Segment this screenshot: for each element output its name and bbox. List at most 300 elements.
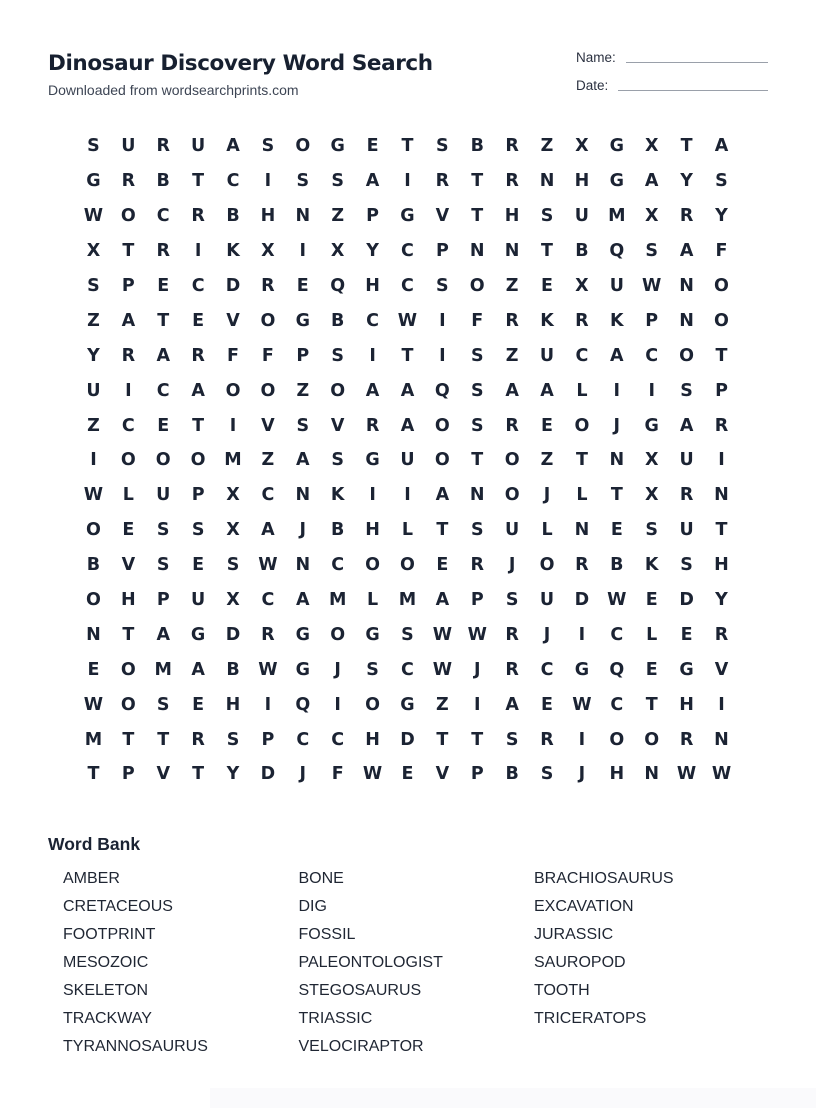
grid-cell[interactable]: A	[226, 136, 240, 157]
grid-cell[interactable]: S	[680, 555, 693, 576]
grid-cell[interactable]: D	[679, 590, 694, 611]
grid-cell[interactable]: H	[504, 206, 520, 227]
grid-cell[interactable]: C	[540, 659, 554, 680]
grid-cell[interactable]: S	[366, 659, 379, 680]
grid-cell[interactable]: P	[470, 590, 484, 611]
grid-cell[interactable]: V	[156, 764, 170, 785]
grid-cell[interactable]: A	[156, 624, 170, 645]
grid-cell[interactable]: C	[401, 659, 414, 680]
grid-cell[interactable]: W	[83, 206, 104, 227]
grid-cell[interactable]: D	[260, 764, 276, 785]
grid-cell[interactable]: J	[473, 659, 481, 680]
grid-cell[interactable]: N	[295, 206, 311, 227]
grid-cell[interactable]: O	[155, 450, 171, 471]
grid-cell[interactable]: T	[157, 729, 170, 750]
grid-cell[interactable]: L	[366, 590, 379, 611]
grid-cell[interactable]: T	[715, 345, 728, 366]
grid-cell[interactable]: X	[644, 450, 659, 471]
grid-cell[interactable]: X	[226, 485, 240, 506]
grid-cell[interactable]: A	[435, 590, 450, 611]
grid-cell[interactable]: Z	[540, 136, 554, 157]
grid-cell[interactable]: C	[331, 729, 345, 750]
grid-cell[interactable]: S	[331, 450, 344, 471]
grid-cell[interactable]: A	[400, 415, 415, 436]
grid-cell[interactable]: O	[609, 729, 625, 750]
grid-cell[interactable]: E	[87, 659, 100, 680]
grid-cell[interactable]: K	[330, 485, 345, 506]
grid-cell[interactable]: E	[401, 764, 414, 785]
grid-cell[interactable]: O	[86, 590, 101, 611]
grid-cell[interactable]: U	[191, 136, 206, 157]
grid-cell[interactable]: S	[156, 520, 170, 541]
grid-cell[interactable]: T	[122, 729, 135, 750]
grid-cell[interactable]: R	[121, 345, 136, 366]
grid-cell[interactable]: S	[226, 555, 240, 576]
grid-cell[interactable]: V	[226, 310, 240, 331]
grid-cell[interactable]: D	[225, 276, 241, 296]
grid-cell[interactable]: O	[86, 520, 101, 541]
grid-cell[interactable]: O	[260, 380, 276, 401]
grid-cell[interactable]: F	[261, 345, 274, 366]
grid-cell[interactable]: U	[679, 520, 694, 541]
grid-cell[interactable]: N	[86, 624, 101, 645]
grid-cell[interactable]: M	[608, 206, 626, 227]
grid-cell[interactable]: G	[365, 450, 380, 471]
grid-cell[interactable]: O	[434, 450, 450, 471]
grid-cell[interactable]: A	[191, 380, 205, 401]
grid-cell[interactable]: Z	[296, 380, 310, 401]
grid-cell[interactable]: I	[404, 171, 411, 192]
grid-cell[interactable]: E	[541, 276, 553, 296]
grid-cell[interactable]: E	[192, 310, 205, 331]
grid-cell[interactable]: A	[261, 520, 275, 541]
grid-cell[interactable]: A	[714, 136, 729, 157]
grid-cell[interactable]: W	[432, 659, 452, 680]
grid-cell[interactable]: G	[609, 171, 624, 192]
grid-cell[interactable]: S	[401, 624, 414, 645]
grid-cell[interactable]: S	[470, 380, 484, 401]
grid-cell[interactable]: R	[505, 310, 519, 331]
grid-cell[interactable]: Z	[505, 276, 519, 296]
grid-cell[interactable]: N	[295, 555, 311, 576]
grid-cell[interactable]: N	[295, 485, 311, 506]
grid-cell[interactable]: P	[191, 485, 205, 506]
grid-cell[interactable]: G	[330, 136, 345, 157]
grid-cell[interactable]: P	[121, 764, 135, 785]
grid-cell[interactable]: S	[331, 171, 344, 192]
grid-cell[interactable]: S	[296, 415, 310, 436]
grid-cell[interactable]: Y	[226, 764, 240, 785]
grid-cell[interactable]: W	[607, 590, 627, 611]
name-line[interactable]	[626, 62, 768, 63]
grid-cell[interactable]: U	[191, 590, 206, 611]
grid-cell[interactable]: T	[715, 520, 728, 541]
grid-cell[interactable]: X	[330, 241, 345, 262]
grid-cell[interactable]: T	[680, 136, 693, 157]
grid-cell[interactable]: S	[470, 415, 484, 436]
grid-cell[interactable]: T	[401, 345, 414, 366]
grid-cell[interactable]: V	[121, 555, 136, 576]
grid-cell[interactable]: T	[471, 206, 484, 227]
grid-cell[interactable]: N	[644, 764, 660, 785]
grid-cell[interactable]: Z	[87, 415, 100, 436]
grid-cell[interactable]: Q	[609, 659, 625, 680]
grid-cell[interactable]: N	[469, 241, 485, 262]
grid-cell[interactable]: K	[610, 310, 624, 331]
grid-cell[interactable]: T	[401, 136, 414, 157]
grid-cell[interactable]: B	[610, 555, 624, 576]
date-line[interactable]	[618, 90, 768, 91]
grid-cell[interactable]: A	[505, 380, 519, 401]
grid-cell[interactable]: R	[505, 136, 519, 157]
grid-cell[interactable]: U	[400, 450, 415, 471]
grid-cell[interactable]: O	[539, 555, 555, 576]
grid-cell[interactable]: S	[87, 136, 100, 157]
grid-cell[interactable]: X	[644, 206, 659, 227]
grid-cell[interactable]: F	[715, 241, 728, 262]
grid-cell[interactable]: I	[648, 380, 655, 401]
grid-cell[interactable]: B	[575, 241, 589, 262]
grid-cell[interactable]: W	[676, 764, 697, 785]
grid-cell[interactable]: S	[540, 206, 554, 227]
grid-cell[interactable]: T	[541, 241, 553, 262]
grid-cell[interactable]: K	[644, 555, 659, 576]
grid-cell[interactable]: R	[261, 624, 275, 645]
grid-cell[interactable]: C	[575, 345, 589, 366]
grid-cell[interactable]: Z	[505, 345, 519, 366]
grid-cell[interactable]: I	[299, 241, 307, 262]
grid-cell[interactable]: C	[226, 171, 240, 192]
grid-cell[interactable]: O	[679, 345, 695, 366]
grid-cell[interactable]: G	[679, 659, 694, 680]
grid-cell[interactable]: J	[543, 624, 551, 645]
grid-cell[interactable]: W	[711, 764, 732, 785]
grid-cell[interactable]: O	[504, 450, 520, 471]
grid-cell[interactable]: C	[366, 310, 379, 331]
grid-cell[interactable]: V	[435, 764, 450, 785]
grid-cell[interactable]: Z	[87, 310, 100, 331]
grid-cell[interactable]: O	[504, 485, 520, 506]
grid-cell[interactable]: H	[574, 171, 590, 192]
grid-cell[interactable]: Z	[331, 206, 345, 227]
grid-cell[interactable]: S	[331, 345, 344, 366]
grid-cell[interactable]: C	[610, 624, 624, 645]
grid-cell[interactable]: R	[505, 415, 519, 436]
grid-cell[interactable]: G	[365, 624, 380, 645]
grid-cell[interactable]: R	[191, 729, 205, 750]
grid-cell[interactable]: W	[83, 485, 104, 506]
grid-cell[interactable]: E	[645, 659, 658, 680]
grid-cell[interactable]: O	[714, 310, 729, 331]
grid-cell[interactable]: H	[365, 520, 380, 541]
grid-cell[interactable]: B	[331, 310, 345, 331]
grid-cell[interactable]: Q	[330, 276, 346, 296]
grid-cell[interactable]: A	[679, 241, 694, 262]
grid-cell[interactable]: S	[645, 520, 658, 541]
grid-cell[interactable]: R	[121, 171, 136, 192]
grid-cell[interactable]: U	[505, 520, 520, 541]
grid-cell[interactable]: I	[194, 241, 202, 262]
grid-cell[interactable]: G	[609, 136, 624, 157]
grid-cell[interactable]: O	[190, 450, 206, 471]
grid-cell[interactable]: B	[505, 764, 519, 785]
grid-cell[interactable]: R	[156, 136, 170, 157]
grid-cell[interactable]: I	[473, 694, 481, 715]
grid-cell[interactable]: L	[576, 380, 588, 401]
grid-cell[interactable]: E	[122, 520, 135, 541]
grid-cell[interactable]: W	[258, 659, 278, 680]
grid-cell[interactable]: S	[715, 171, 728, 192]
grid-cell[interactable]: A	[191, 659, 205, 680]
grid-cell[interactable]: C	[191, 276, 205, 296]
grid-cell[interactable]: P	[121, 276, 135, 296]
grid-cell[interactable]: E	[157, 276, 170, 296]
grid-cell[interactable]: H	[679, 694, 694, 715]
grid-cell[interactable]: T	[645, 694, 658, 715]
grid-cell[interactable]: M	[84, 729, 103, 750]
grid-cell[interactable]: G	[295, 659, 310, 680]
grid-cell[interactable]: Z	[261, 450, 275, 471]
grid-cell[interactable]: V	[261, 415, 275, 436]
grid-cell[interactable]: X	[575, 136, 589, 157]
grid-cell[interactable]: C	[645, 345, 659, 366]
grid-cell[interactable]: B	[331, 520, 345, 541]
grid-cell[interactable]: T	[436, 520, 449, 541]
grid-cell[interactable]: A	[156, 345, 170, 366]
grid-cell[interactable]: U	[86, 380, 101, 401]
grid-cell[interactable]: T	[87, 764, 100, 785]
grid-cell[interactable]: W	[362, 764, 383, 785]
grid-cell[interactable]: N	[504, 241, 520, 262]
grid-cell[interactable]: A	[610, 345, 624, 366]
grid-cell[interactable]: G	[644, 415, 659, 436]
grid-cell[interactable]: O	[644, 729, 660, 750]
grid-cell[interactable]: S	[87, 276, 100, 296]
grid-cell[interactable]: O	[260, 310, 276, 331]
grid-cell[interactable]: M	[154, 659, 172, 680]
grid-cell[interactable]: C	[156, 380, 170, 401]
grid-cell[interactable]: O	[714, 276, 729, 296]
grid-cell[interactable]: T	[122, 624, 135, 645]
grid-cell[interactable]: A	[121, 310, 136, 331]
grid-cell[interactable]: L	[576, 485, 588, 506]
grid-cell[interactable]: M	[398, 590, 417, 611]
grid-cell[interactable]: S	[540, 764, 554, 785]
grid-cell[interactable]: T	[610, 485, 623, 506]
grid-cell[interactable]: S	[436, 136, 449, 157]
grid-cell[interactable]: S	[505, 590, 519, 611]
grid-cell[interactable]: S	[505, 729, 519, 750]
grid-cell[interactable]: S	[156, 555, 170, 576]
grid-cell[interactable]: X	[226, 590, 240, 611]
grid-cell[interactable]: H	[225, 694, 241, 715]
grid-cell[interactable]: C	[121, 415, 135, 436]
grid-cell[interactable]: W	[432, 624, 452, 645]
grid-cell[interactable]: I	[578, 624, 586, 645]
grid-cell[interactable]: R	[191, 345, 205, 366]
grid-cell[interactable]: B	[86, 555, 101, 576]
grid-cell[interactable]: E	[645, 590, 658, 611]
grid-cell[interactable]: R	[505, 171, 519, 192]
grid-cell[interactable]: O	[365, 555, 381, 576]
grid-cell[interactable]: P	[645, 310, 659, 331]
grid-cell[interactable]: U	[539, 345, 555, 366]
grid-cell[interactable]: A	[435, 485, 450, 506]
grid-cell[interactable]: P	[435, 241, 449, 262]
grid-cell[interactable]: O	[295, 136, 311, 157]
grid-cell[interactable]: C	[296, 729, 310, 750]
grid-cell[interactable]: V	[330, 415, 345, 436]
grid-cell[interactable]: S	[296, 171, 310, 192]
grid-cell[interactable]: N	[714, 485, 729, 506]
grid-cell[interactable]: Q	[434, 380, 450, 401]
grid-cell[interactable]: T	[192, 415, 205, 436]
grid-cell[interactable]: W	[258, 555, 278, 576]
grid-cell[interactable]: R	[435, 171, 450, 192]
grid-cell[interactable]: G	[295, 624, 310, 645]
grid-cell[interactable]: I	[264, 171, 272, 192]
grid-cell[interactable]: T	[471, 171, 484, 192]
grid-cell[interactable]: S	[261, 136, 275, 157]
grid-cell[interactable]: T	[471, 729, 484, 750]
grid-cell[interactable]: G	[86, 171, 101, 192]
grid-cell[interactable]: J	[578, 764, 586, 785]
grid-cell[interactable]: R	[505, 624, 519, 645]
grid-cell[interactable]: H	[609, 764, 625, 785]
grid-cell[interactable]: S	[680, 380, 693, 401]
grid-cell[interactable]: S	[436, 276, 449, 296]
grid-cell[interactable]: X	[575, 276, 589, 296]
grid-cell[interactable]: I	[229, 415, 237, 436]
grid-cell[interactable]: R	[540, 729, 554, 750]
grid-cell[interactable]: H	[365, 729, 380, 750]
grid-cell[interactable]: V	[435, 206, 450, 227]
grid-cell[interactable]: O	[400, 555, 415, 576]
grid-cell[interactable]: T	[471, 450, 484, 471]
grid-cell[interactable]: D	[574, 590, 590, 611]
grid-cell[interactable]: I	[90, 450, 97, 471]
grid-cell[interactable]: A	[296, 590, 310, 611]
grid-cell[interactable]: H	[121, 590, 136, 611]
grid-cell[interactable]: T	[192, 171, 205, 192]
grid-cell[interactable]: U	[121, 136, 136, 157]
grid-cell[interactable]: I	[404, 485, 411, 506]
grid-cell[interactable]: N	[469, 485, 485, 506]
grid-cell[interactable]: W	[467, 624, 487, 645]
grid-cell[interactable]: H	[260, 206, 276, 227]
grid-cell[interactable]: A	[505, 694, 519, 715]
grid-cell[interactable]: A	[679, 415, 694, 436]
grid-cell[interactable]: S	[226, 729, 240, 750]
grid-cell[interactable]: I	[125, 380, 132, 401]
grid-cell[interactable]: O	[434, 415, 450, 436]
grid-cell[interactable]: Y	[680, 171, 693, 192]
grid-cell[interactable]: Y	[715, 590, 728, 611]
grid-cell[interactable]: P	[470, 764, 484, 785]
grid-cell[interactable]: U	[156, 485, 171, 506]
grid-cell[interactable]: C	[331, 555, 345, 576]
grid-cell[interactable]: R	[679, 485, 694, 506]
grid-cell[interactable]: A	[296, 450, 310, 471]
grid-cell[interactable]: K	[540, 310, 554, 331]
grid-cell[interactable]: P	[296, 345, 310, 366]
grid-cell[interactable]: B	[156, 171, 170, 192]
grid-cell[interactable]: R	[714, 415, 729, 436]
grid-cell[interactable]: H	[714, 555, 729, 576]
grid-cell[interactable]: R	[156, 241, 170, 262]
grid-cell[interactable]: I	[369, 485, 376, 506]
grid-cell[interactable]: A	[540, 380, 554, 401]
grid-cell[interactable]: C	[261, 590, 275, 611]
grid-cell[interactable]: A	[644, 171, 659, 192]
grid-cell[interactable]: U	[539, 590, 555, 611]
grid-cell[interactable]: E	[541, 694, 553, 715]
grid-cell[interactable]: R	[505, 659, 519, 680]
grid-cell[interactable]: Y	[87, 345, 100, 366]
grid-cell[interactable]: G	[400, 206, 415, 227]
grid-cell[interactable]: J	[543, 485, 551, 506]
grid-cell[interactable]: S	[645, 241, 658, 262]
grid-cell[interactable]: A	[365, 171, 380, 192]
grid-cell[interactable]: J	[299, 520, 307, 541]
grid-cell[interactable]: O	[365, 694, 381, 715]
grid-cell[interactable]: C	[261, 485, 275, 506]
grid-cell[interactable]: J	[334, 659, 341, 680]
grid-cell[interactable]: G	[574, 659, 590, 680]
grid-cell[interactable]: E	[436, 555, 449, 576]
grid-cell[interactable]: T	[575, 450, 588, 471]
grid-cell[interactable]: I	[264, 694, 272, 715]
grid-cell[interactable]: F	[471, 310, 484, 331]
grid-cell[interactable]: M	[224, 450, 242, 471]
grid-cell[interactable]: R	[679, 206, 694, 227]
grid-cell[interactable]: T	[157, 310, 170, 331]
grid-cell[interactable]: I	[439, 345, 446, 366]
grid-cell[interactable]: S	[191, 520, 205, 541]
grid-cell[interactable]: N	[609, 450, 625, 471]
grid-cell[interactable]: V	[714, 659, 729, 680]
grid-cell[interactable]: R	[261, 276, 275, 296]
grid-cell[interactable]: P	[366, 206, 379, 227]
grid-cell[interactable]: B	[226, 659, 240, 680]
grid-cell[interactable]: R	[575, 310, 589, 331]
grid-cell[interactable]: N	[539, 171, 555, 192]
grid-cell[interactable]: A	[365, 380, 380, 401]
grid-cell[interactable]: O	[120, 450, 136, 471]
grid-cell[interactable]: O	[120, 659, 136, 680]
grid-cell[interactable]: C	[610, 694, 624, 715]
grid-cell[interactable]: I	[613, 380, 621, 401]
grid-cell[interactable]: C	[401, 241, 414, 262]
grid-cell[interactable]: E	[157, 415, 170, 436]
grid-cell[interactable]: O	[120, 206, 136, 227]
grid-cell[interactable]: G	[190, 624, 206, 645]
grid-cell[interactable]: I	[334, 694, 341, 715]
grid-cell[interactable]: R	[575, 555, 589, 576]
grid-cell[interactable]: W	[397, 310, 418, 331]
grid-cell[interactable]: O	[469, 276, 485, 296]
grid-cell[interactable]: L	[401, 520, 414, 541]
grid-cell[interactable]: L	[541, 520, 553, 541]
grid-cell[interactable]: C	[401, 276, 414, 296]
grid-cell[interactable]: S	[156, 694, 170, 715]
grid-cell[interactable]: R	[714, 624, 729, 645]
grid-cell[interactable]: N	[714, 729, 729, 750]
grid-cell[interactable]: U	[574, 206, 590, 227]
grid-cell[interactable]: H	[365, 276, 380, 296]
grid-cell[interactable]: T	[192, 764, 205, 785]
grid-cell[interactable]: X	[86, 241, 101, 262]
